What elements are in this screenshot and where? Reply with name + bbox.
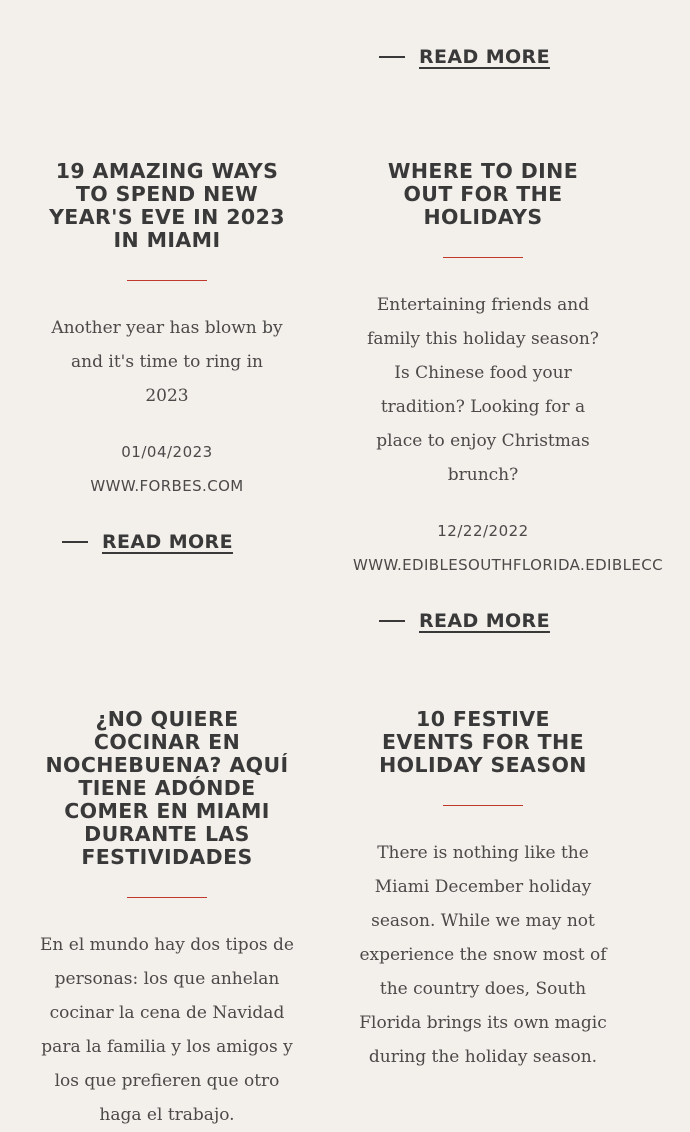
read-more-dash (62, 541, 88, 543)
title-divider (127, 897, 207, 898)
read-more-dash (379, 56, 405, 58)
article-source[interactable]: WWW.FORBES.COM (90, 477, 244, 495)
read-more-link[interactable] (379, 610, 613, 632)
read-more-link-text[interactable]: READ MORE (419, 46, 550, 68)
article-title[interactable]: WHERE TO DINE OUT FOR THE HOLIDAYS (387, 159, 579, 229)
read-more-link-text[interactable]: READ MORE (419, 610, 550, 632)
article-card (37, 708, 297, 1132)
article-card (37, 160, 297, 553)
read-more-dash (379, 620, 405, 622)
article-card (353, 708, 613, 1074)
article-title[interactable]: 19 AMAZING WAYS TO SPEND NEW YEAR'S EVE IN 2023 IN MIAMI (49, 159, 285, 252)
article-title[interactable]: 10 FESTIVE EVENTS FOR THE HOLIDAY SEASON (379, 707, 587, 777)
article-card (353, 159, 663, 632)
title-divider (443, 805, 523, 806)
article-source[interactable]: WWW.EDIBLESOUTHFLORIDA.EDIBLECC (353, 556, 663, 574)
article-title[interactable]: ¿NO QUIERE COCINAR EN NOCHEBUENA? AQUÍ TIENE ADÓNDE COMER EN MIAMI DURANTE LAS FESTIVIDADES (45, 707, 289, 869)
read-more-link[interactable] (62, 531, 297, 553)
title-divider (443, 257, 523, 258)
article-date: 01/04/2023 (121, 443, 213, 461)
title-divider (127, 280, 207, 281)
article-date: 12/22/2022 (437, 522, 529, 540)
article-excerpt: Entertaining friends and family this holiday season? Is Chinese food your tradition? Looking for a place to enjoy Christmas brunch? (367, 295, 599, 485)
article-excerpt: There is nothing like the Miami December holiday season. While we may not experience the snow most of the country does, South Florida brings its own magic during the holiday season. (359, 843, 607, 1067)
read-more-link-text[interactable]: READ MORE (102, 531, 233, 553)
read-more-link-previous[interactable] (379, 46, 550, 68)
article-excerpt: Another year has blown by and it's time to ring in 2023 (51, 318, 283, 406)
article-excerpt: En el mundo hay dos tipos de personas: los que anhelan cocinar la cena de Navidad para la familia y los amigos y los que prefieren que otro haga el trabajo. (40, 935, 294, 1125)
